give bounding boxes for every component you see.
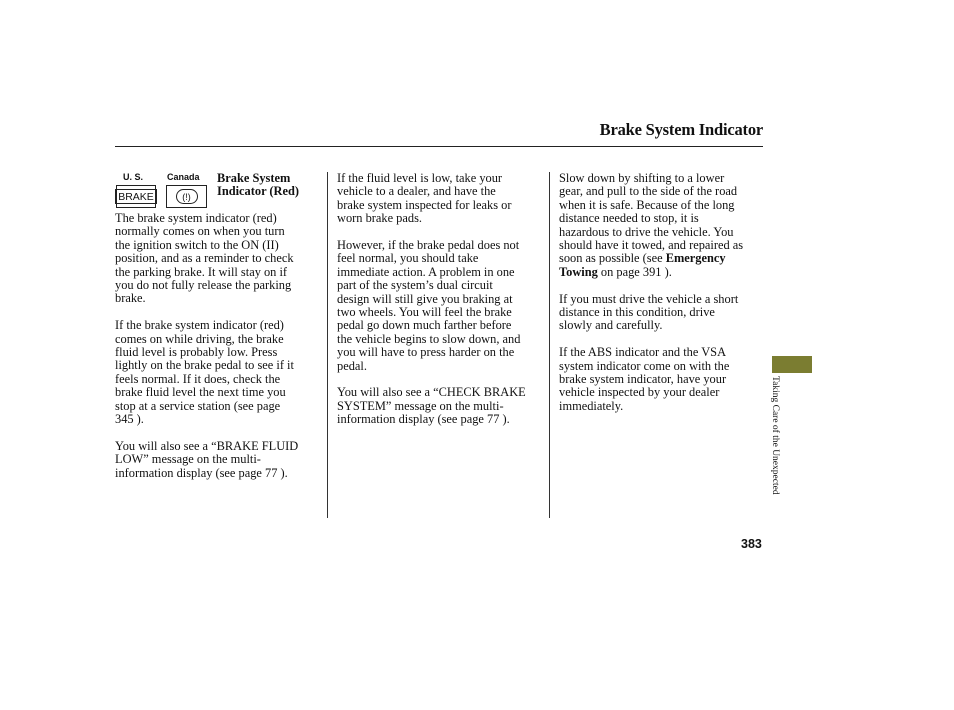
column-2 <box>337 172 545 440</box>
column-3 <box>559 172 765 427</box>
paragraph <box>559 172 765 279</box>
column-divider <box>327 172 328 518</box>
paragraph: If you must drive the vehicle a short distance in this condition, drive slowly and carefully. <box>559 291 739 333</box>
paragraph-text: on page 391 ). <box>597 264 672 279</box>
paragraph: You will also see a “BRAKE FLUID LOW” message on the multi- information display (see page 77 ). <box>115 438 299 480</box>
section-tab <box>772 356 812 373</box>
section-label: Taking Care of the Unexpected <box>770 376 780 495</box>
emergency-towing-link[interactable]: Emergency Towing <box>559 251 726 279</box>
paragraph: The brake system indicator (red) normally comes on when you turn the ignition switch to the ON (II) position, and as a reminder to check the parking brake. It will stay on if you do not fully release the parking brake. <box>115 211 294 306</box>
column-divider <box>549 172 550 518</box>
brake-indicator-canada-icon <box>166 185 207 208</box>
canada-label: Canada <box>167 172 200 182</box>
paragraph: If the brake system indicator (red) comes on while driving, the brake fluid level is probably low. Press lightly on the brake pedal to see if it feels normal. If it does, check the brake fluid level the next time you stop at a service station (see page 345 ). <box>115 318 294 427</box>
page-title: Brake System Indicator <box>599 120 763 139</box>
brake-indicator-us-icon <box>116 185 156 208</box>
paragraph: You will also see a “CHECK BRAKE SYSTEM” message on the multi- information display (see page 77 ). <box>337 385 526 427</box>
brake-warning-symbol: (!) <box>176 189 198 204</box>
header-rule <box>115 146 763 147</box>
paragraph: If the ABS indicator and the VSA system indicator come on with the brake system indicator, have your vehicle inspected by your dealer immediately. <box>559 345 730 413</box>
paragraph: However, if the brake pedal does not feel normal, you should take immediate action. A problem in one part of the system’s dual circuit design will still give you braking at two wheels. You will feel the brake pedal go down much farther before the vehicle begins to slow down, and you will have to press harder on the pedal. <box>337 238 521 373</box>
paragraph: If the fluid level is low, take your vehicle to a dealer, and have the brake system inspected for leaks or worn brake pads. <box>337 171 512 226</box>
column-1 <box>115 212 320 493</box>
page-number: 383 <box>741 537 762 551</box>
us-label: U. S. <box>123 172 144 182</box>
brake-text-symbol: BRAKE <box>115 189 157 204</box>
paragraph-text: Slow down by shifting to a lower gear, and pull to the side of the road when it is safe. Because of the long distance needed to stop, it is hazardous to drive the vehicle. You should have it towed, and repaired as soon as possible (see <box>559 171 744 266</box>
indicator-heading: Brake System Indicator (Red) <box>217 171 300 199</box>
